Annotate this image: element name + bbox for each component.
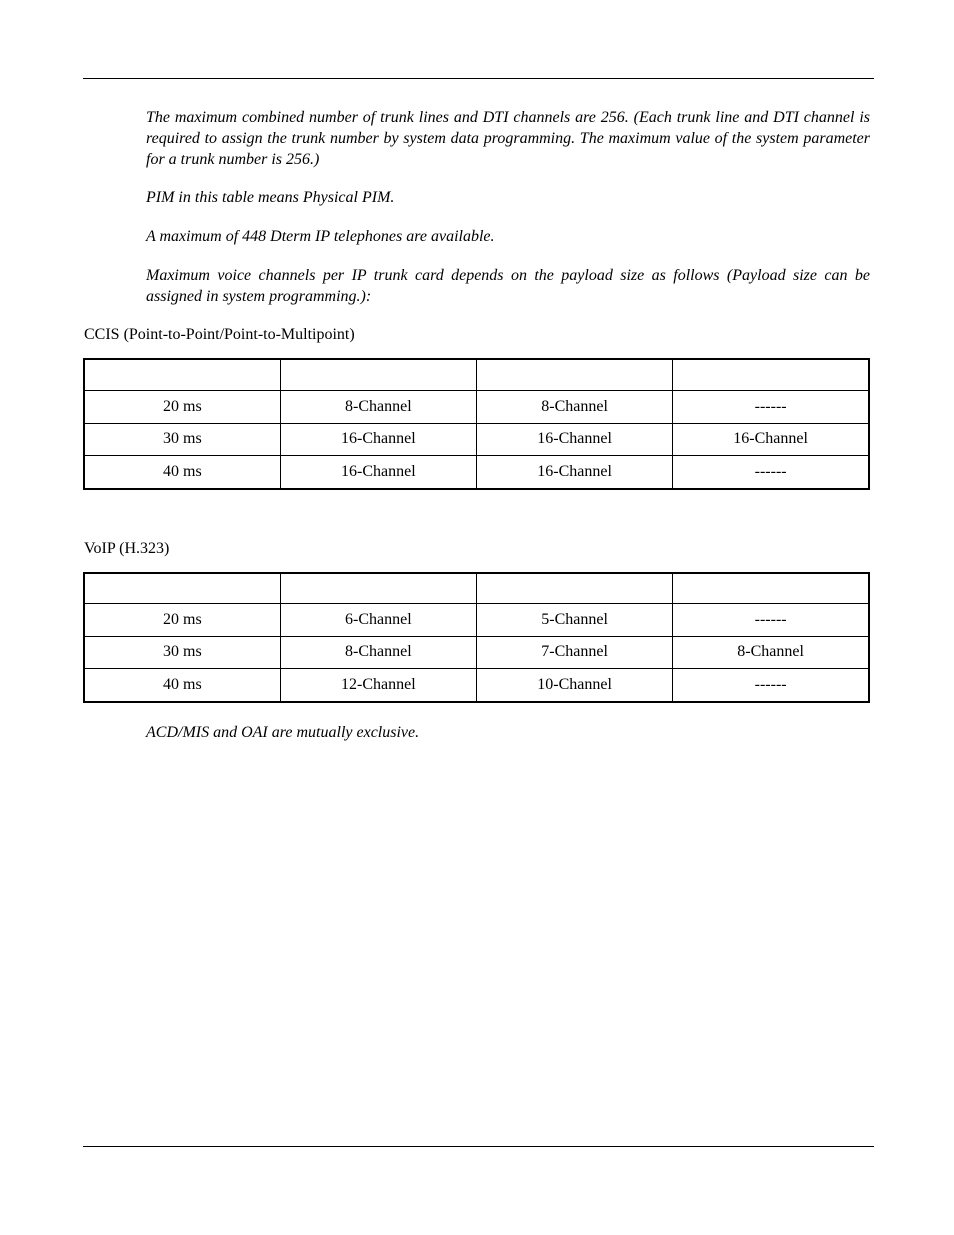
table-cell: ------	[673, 391, 869, 424]
table-row	[84, 456, 869, 489]
table-cell: 10-Channel	[477, 669, 673, 702]
table-row	[84, 423, 869, 456]
table-row	[84, 669, 869, 702]
header-cell	[477, 573, 673, 604]
table-cell: ------	[673, 669, 869, 702]
table-cell: 8-Channel	[673, 636, 869, 669]
header-cell	[673, 573, 869, 604]
payload-cell: 30 ms	[84, 423, 280, 456]
payload-cell: 20 ms	[84, 604, 280, 637]
table-cell: 16-Channel	[477, 423, 673, 456]
note-pim: PIM in this table means Physical PIM.	[146, 189, 395, 206]
header-cell	[280, 359, 476, 391]
payload-cell: 40 ms	[84, 456, 280, 489]
table-cell: 16-Channel	[673, 423, 869, 456]
header-cell	[280, 573, 476, 604]
ccis-table	[83, 358, 870, 490]
note-trunk-max: The maximum combined number of trunk lines and DTI channels are 256. (Each trunk line and DTI channel is required to assign the trunk number by system data programming. The maximum value of the system parameter for a trunk number is 256.)	[146, 109, 870, 168]
payload-cell: 40 ms	[84, 669, 280, 702]
header-cell	[673, 359, 869, 391]
table-row	[84, 391, 869, 424]
note-dterm-ip: A maximum of 448 Dterm IP telephones are available.	[146, 228, 495, 245]
table-cell: 8-Channel	[477, 391, 673, 424]
table-cell: 12-Channel	[280, 669, 476, 702]
table-row	[84, 636, 869, 669]
table-cell: ------	[673, 604, 869, 637]
table-header-row	[84, 359, 869, 391]
header-rule	[83, 78, 874, 79]
note-acd-mis: ACD/MIS and OAI are mutually exclusive.	[146, 724, 420, 741]
table-cell: 16-Channel	[477, 456, 673, 489]
header-cell	[84, 359, 280, 391]
header-cell	[477, 359, 673, 391]
voip-table	[83, 572, 870, 703]
table-cell: 16-Channel	[280, 423, 476, 456]
voip-table-title: VoIP (H.323)	[84, 540, 170, 557]
payload-cell: 20 ms	[84, 391, 280, 424]
payload-cell: 30 ms	[84, 636, 280, 669]
table-cell: 5-Channel	[477, 604, 673, 637]
table-header-row	[84, 573, 869, 604]
table-row	[84, 604, 869, 637]
table-cell: ------	[673, 456, 869, 489]
table-cell: 7-Channel	[477, 636, 673, 669]
table-cell: 16-Channel	[280, 456, 476, 489]
footer-rule	[83, 1146, 874, 1147]
ccis-table-title: CCIS (Point-to-Point/Point-to-Multipoint)	[84, 326, 355, 343]
table-cell: 8-Channel	[280, 636, 476, 669]
table-cell: 6-Channel	[280, 604, 476, 637]
header-cell	[84, 573, 280, 604]
table-cell: 8-Channel	[280, 391, 476, 424]
note-voice-channels: Maximum voice channels per IP trunk card depends on the payload size as follows (Payload size can be assigned in system programming.):	[146, 267, 870, 305]
